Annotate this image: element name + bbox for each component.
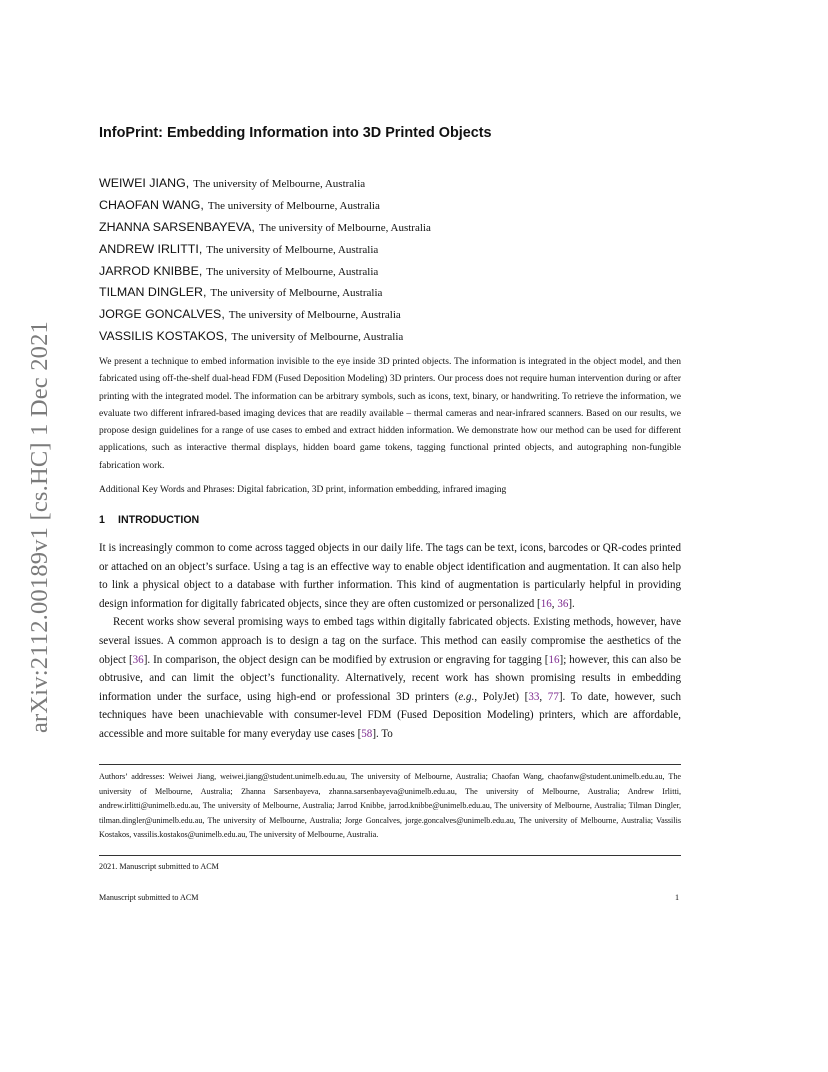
paper-title: InfoPrint: Embedding Information into 3D Printed Objects [99,125,492,141]
authors-addresses-footnote: Authors’ addresses: Weiwei Jiang, weiwei.jiang@student.unimelb.edu.au, The university of Melbourne, Australia; Chaofan Wang, chaofanw@student.unimelb.edu.au, The university of Melbourne, Australia; Zhanna Sarsenbayeva, zhanna.sarsenbayeva@unimelb.edu.au, The university of Melbourne, Australia; Andrew Irlitti, andrew.irlitti@unimelb.edu.au, The university of Melbourne, Australia; Jarrod Knibbe, jarrod.knibbe@unimelb.edu.au, The university of Melbourne, Australia; Tilman Dingler, tilman.dingler@unimelb.edu.au, The university of Melbourne, Australia; Jorge Goncalves, jorge.goncalves@unimelb.edu.au, The university of Melbourne, Australia; Vassilis Kostakos, vassilis.kostakos@unimelb.edu.au, The university of Melbourne, Australia. [99,772,681,840]
citation-link[interactable]: 58 [361,727,373,740]
citation-link[interactable]: 33 [528,690,540,703]
citation-link[interactable]: 16 [548,653,560,666]
paragraph-text: , PolyJet) [ [474,690,529,703]
paragraph-text: , [551,597,558,610]
page-footer-left: Manuscript submitted to ACM [99,893,199,902]
author-affiliation: The university of Melbourne, Australia [193,178,366,190]
author-name: ANDREW IRLITTI, [99,241,203,256]
paragraph-text: Recent works show several promising ways to embed tags within digitally fabricated objects. Existing methods, however, have several issues. A common approach is to design a tag on the surface. This method can easily compromise the aesthetics of the object [ [99,616,681,666]
citation-link[interactable]: 77 [547,690,559,703]
author-entry [99,260,681,282]
author-name: JARROD KNIBBE, [99,263,203,278]
paragraph-text: ]; however, this can also be obtrusive, and can limit the object’s functionality. Alternatively, recent work has shown promising results in embedding information under the surface, using high-end or professional 3D printers ( [99,653,682,703]
citation-link[interactable]: 16 [540,597,552,610]
author-entry [99,172,681,194]
section-number: 1 [99,514,105,526]
paragraph-text: ]. In comparison, the object design can be modified by extrusion or engraving for tagging [ [143,653,549,666]
section-title: INTRODUCTION [118,514,200,526]
citation-link[interactable]: 36 [557,597,569,610]
section-heading-introduction [99,514,199,526]
copyright-notice: 2021. Manuscript submitted to ACM [99,862,219,871]
author-affiliation: The university of Melbourne, Australia [231,331,404,344]
author-name: ZHANNA SARSENBAYEVA, [99,219,255,234]
author-list [99,172,681,347]
author-name: CHAOFAN WANG, [99,197,204,212]
author-name: JORGE GONCALVES, [99,307,225,322]
author-affiliation: The university of Melbourne, Australia [206,243,379,256]
author-name: VASSILIS KOSTAKOS, [99,329,228,344]
author-affiliation: The university of Melbourne, Australia [228,309,401,322]
author-entry [99,194,681,216]
keywords: Additional Key Words and Phrases: Digital fabrication, 3D print, information embedding, infrared imaging [99,485,507,495]
author-affiliation: The university of Melbourne, Australia [207,199,380,212]
author-affiliation: The university of Melbourne, Australia [210,287,383,300]
page-number: 1 [674,893,679,902]
author-entry [99,325,681,347]
paragraph [99,539,681,613]
footnote-divider [99,764,681,765]
author-affiliation: The university of Melbourne, Australia [258,221,431,234]
abstract: We present a technique to embed information invisible to the eye inside 3D printed objects. The information is integrated in the object model, and then fabricated using off-the-shelf dual-head FDM (Fused Deposition Modeling) 3D printers. Our process does not require human intervention during or after printing with the integrated model. The information can be arbitrary symbols, such as icons, text, binary, or handwriting. To retrieve the information, we evaluate two different infrared-based imaging devices that are readily available – thermal cameras and near-infrared scanners. Based on our results, we propose design guidelines for a range of use cases to embed and extract hidden information. We demonstrate how our method can be used for different applications, such as interactive thermal displays, hidden board game tokens, tagging functional printed objects, and autographing non-fungible fabrication work. [99,357,681,471]
author-name: TILMAN DINGLER, [99,285,207,300]
paragraph-text: ]. [568,597,575,610]
author-entry [99,281,681,303]
author-affiliation: The university of Melbourne, Australia [206,265,379,278]
introduction-body [99,539,681,744]
copyright-divider [99,855,681,856]
author-entry [99,303,681,325]
arxiv-identifier-stamp [18,292,62,762]
paragraph-text: ]. To [372,727,393,740]
paragraph-text: It is increasingly common to come across tagged objects in our daily life. The tags can be text, icons, barcodes or QR-codes printed or attached on an object’s surface. Using a tag is an effective way to enable object identification and augmentation. It can also help to link a physical object to a database with further information. This kind of augmentation is particularly helpful in providing design information for digitally fabricated objects, since they are often customized or personalized [ [99,542,681,610]
citation-link[interactable]: 36 [132,653,144,666]
arxiv-identifier-text: arXiv:2112.00189v1 [cs.HC] 1 Dec 2021 [26,320,54,734]
paragraph [99,613,681,743]
author-name: WEIWEI JIANG, [99,176,190,190]
author-entry [99,238,681,260]
paragraph-text: ]. To date, however, such techniques have been unachievable with consumer-level FDM (Fused Deposition Modeling) printers, which are affordable, accessible and more suitable for many everyday use cases [ [99,690,681,740]
paragraph-text: , [539,690,548,703]
author-entry [99,216,681,238]
paragraph-text: e.g. [458,690,475,703]
